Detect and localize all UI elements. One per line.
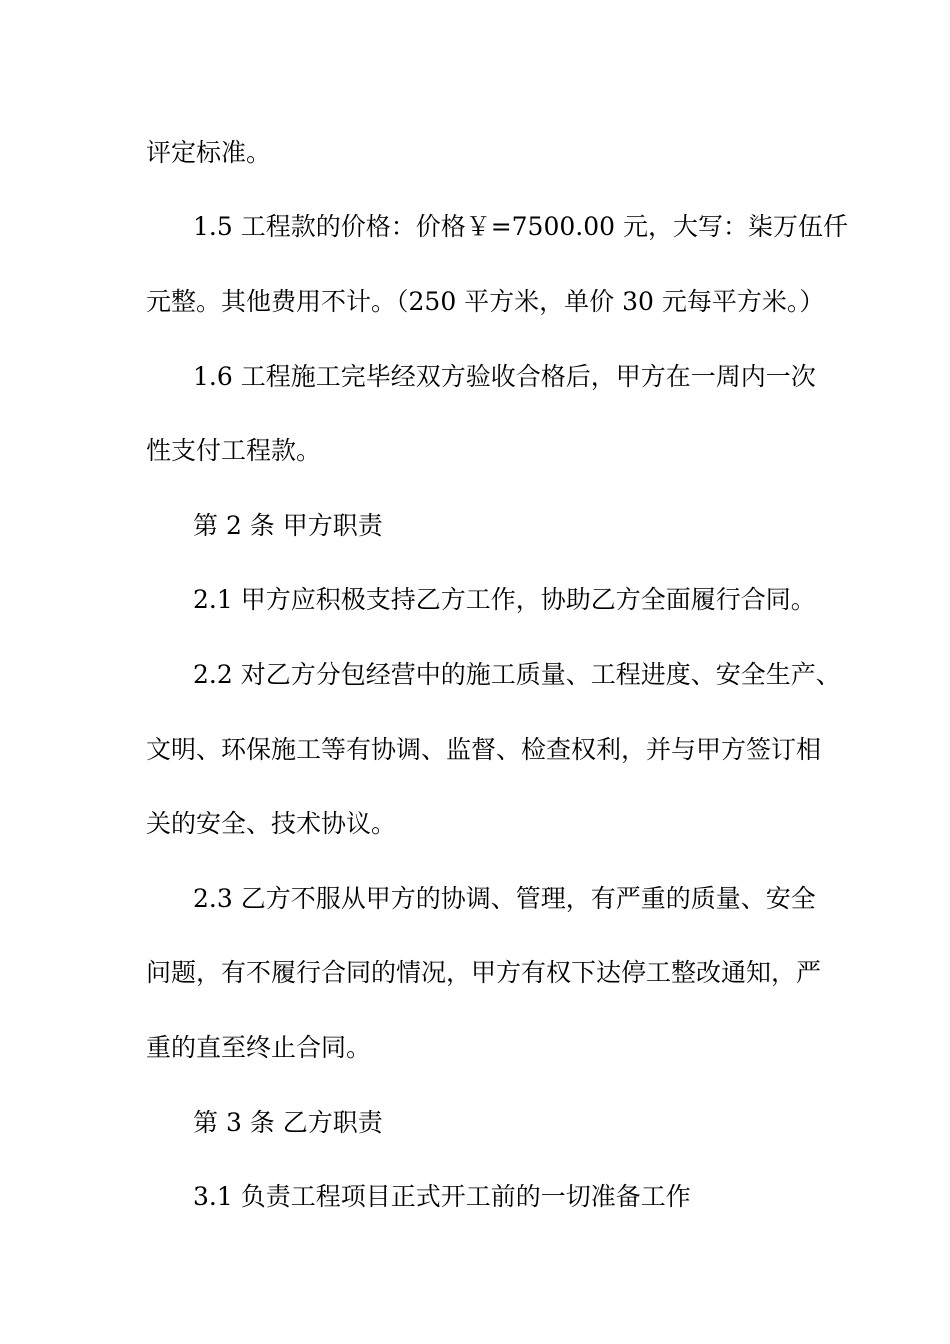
paragraph-line: 评定标准。 bbox=[146, 138, 272, 167]
paragraph-line: 元整。其他费用不计。（250 平方米，单价 30 元每平方米。） bbox=[146, 287, 825, 316]
clause-2-2-line: 2.2 对乙方分包经营中的施工质量、工程进度、安全生产、 bbox=[193, 660, 841, 689]
clause-2-3-line: 2.3 乙方不服从甲方的协调、管理，有严重的质量、安全 bbox=[193, 884, 816, 913]
clause-3-1-line: 3.1 负责工程项目正式开工前的一切准备工作 bbox=[193, 1182, 691, 1211]
paragraph-line: 问题，有不履行合同的情况，甲方有权下达停工整改通知，严 bbox=[146, 958, 822, 987]
article-2-heading: 第 2 条 甲方职责 bbox=[193, 511, 383, 540]
paragraph-line: 重的直至终止合同。 bbox=[146, 1033, 372, 1062]
clause-2-1-line: 2.1 甲方应积极支持乙方工作，协助乙方全面履行合同。 bbox=[193, 585, 816, 614]
clause-1-6-line: 1.6 工程施工完毕经双方验收合格后，甲方在一周内一次 bbox=[193, 362, 816, 391]
article-3-heading: 第 3 条 乙方职责 bbox=[193, 1108, 383, 1137]
paragraph-line: 文明、环保施工等有协调、监督、检查权利，并与甲方签订相 bbox=[146, 735, 822, 764]
paragraph-line: 性支付工程款。 bbox=[146, 436, 322, 465]
paragraph-line: 关的安全、技术协议。 bbox=[146, 809, 397, 838]
clause-1-5-line: 1.5 工程款的价格：价格￥=7500.00 元，大写：柒万伍仟 bbox=[193, 212, 848, 241]
